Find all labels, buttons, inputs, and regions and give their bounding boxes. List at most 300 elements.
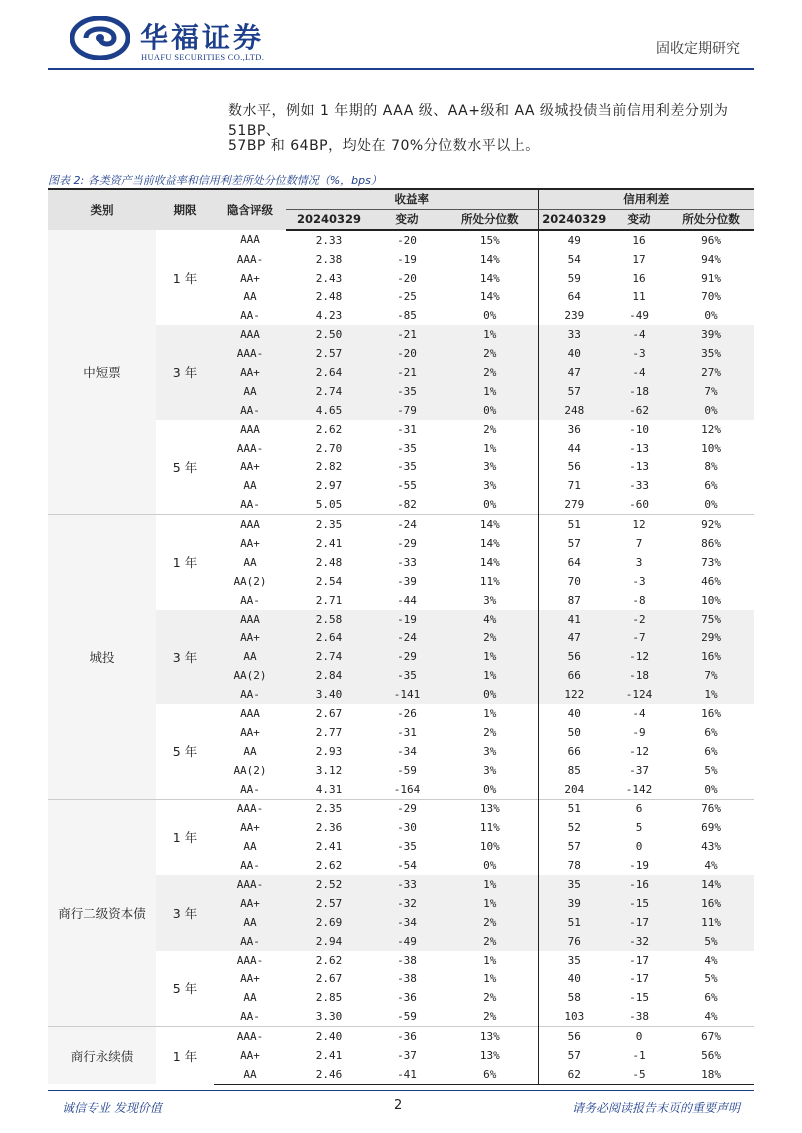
yield-pct-cell: 14% bbox=[442, 269, 538, 288]
yield-change-cell: -31 bbox=[372, 723, 442, 742]
yield-pct-cell: 1% bbox=[442, 647, 538, 666]
yield-pct-cell: 1% bbox=[442, 704, 538, 723]
rating-cell: AAA- bbox=[214, 951, 286, 970]
yield-change-cell: -31 bbox=[372, 420, 442, 439]
yield-pct-cell: 2% bbox=[442, 628, 538, 647]
yield-change-cell: -38 bbox=[372, 951, 442, 970]
brand-name: 华福证券 bbox=[140, 21, 265, 54]
yield-cell: 2.62 bbox=[286, 951, 372, 970]
spread-cell: 41 bbox=[538, 610, 610, 629]
spread-cell: 35 bbox=[538, 951, 610, 970]
spread-cell: 71 bbox=[538, 476, 610, 495]
body-paragraph-line-2: 57BP 和 64BP，均处在 70%分位数水平以上。 bbox=[228, 138, 540, 154]
spread-pct-cell: 6% bbox=[668, 723, 754, 742]
table-row bbox=[48, 515, 754, 534]
yield-change-cell: -19 bbox=[372, 610, 442, 629]
yield-cell: 2.41 bbox=[286, 1046, 372, 1065]
spread-cell: 51 bbox=[538, 799, 610, 818]
spread-change-cell: -16 bbox=[610, 875, 668, 894]
spread-change-cell: -10 bbox=[610, 420, 668, 439]
brand-name-en: HUAFU SECURITIES CO.,LTD. bbox=[141, 52, 265, 62]
yield-pct-cell: 4% bbox=[442, 610, 538, 629]
yield-pct-cell: 2% bbox=[442, 344, 538, 363]
yield-change-cell: -25 bbox=[372, 287, 442, 306]
header-spread-pct: 所处分位数 bbox=[668, 209, 754, 229]
spread-change-cell: -4 bbox=[610, 704, 668, 723]
spread-cell: 47 bbox=[538, 628, 610, 647]
spread-change-cell: -38 bbox=[610, 1007, 668, 1026]
spread-change-cell: 0 bbox=[610, 1027, 668, 1046]
rating-cell: AA+ bbox=[214, 970, 286, 989]
yield-change-cell: -54 bbox=[372, 856, 442, 875]
spread-change-cell: -3 bbox=[610, 572, 668, 591]
spread-change-cell: -4 bbox=[610, 363, 668, 382]
spread-change-cell: 3 bbox=[610, 553, 668, 572]
yield-change-cell: -36 bbox=[372, 988, 442, 1007]
spread-pct-cell: 18% bbox=[668, 1065, 754, 1084]
spread-cell: 239 bbox=[538, 306, 610, 325]
rating-cell: AA bbox=[214, 553, 286, 572]
rating-cell: AAA- bbox=[214, 439, 286, 458]
page-header bbox=[0, 0, 802, 72]
spread-change-cell: -37 bbox=[610, 761, 668, 780]
rating-cell: AA- bbox=[214, 306, 286, 325]
table-row bbox=[48, 799, 754, 818]
yield-pct-cell: 3% bbox=[442, 476, 538, 495]
spread-pct-cell: 96% bbox=[668, 230, 754, 250]
rating-cell: AA+ bbox=[214, 1046, 286, 1065]
spread-pct-cell: 0% bbox=[668, 306, 754, 325]
yield-pct-cell: 3% bbox=[442, 591, 538, 610]
spread-pct-cell: 10% bbox=[668, 591, 754, 610]
spread-cell: 66 bbox=[538, 666, 610, 685]
term-cell: 1 年 bbox=[156, 1027, 214, 1085]
term-cell: 1 年 bbox=[156, 515, 214, 610]
yield-pct-cell: 3% bbox=[442, 457, 538, 476]
spread-change-cell: -19 bbox=[610, 856, 668, 875]
spread-cell: 103 bbox=[538, 1007, 610, 1026]
table-caption: 图表 2: 各类资产当前收益率和信用利差所处分位数情况（%，bps） bbox=[48, 174, 382, 187]
yield-cell: 3.30 bbox=[286, 1007, 372, 1026]
spread-cell: 49 bbox=[538, 230, 610, 250]
spread-change-cell: 0 bbox=[610, 837, 668, 856]
spread-change-cell: -62 bbox=[610, 401, 668, 420]
spread-change-cell: -60 bbox=[610, 495, 668, 514]
footer-divider bbox=[48, 1090, 754, 1091]
yield-change-cell: -41 bbox=[372, 1065, 442, 1084]
yield-cell: 2.62 bbox=[286, 856, 372, 875]
table-body bbox=[48, 230, 754, 1085]
yield-pct-cell: 2% bbox=[442, 363, 538, 382]
rating-cell: AA+ bbox=[214, 363, 286, 382]
table-row bbox=[48, 1027, 754, 1046]
rating-cell: AA- bbox=[214, 780, 286, 799]
spread-pct-cell: 76% bbox=[668, 799, 754, 818]
yield-change-cell: -44 bbox=[372, 591, 442, 610]
yield-pct-cell: 2% bbox=[442, 913, 538, 932]
spread-cell: 56 bbox=[538, 1027, 610, 1046]
spread-cell: 35 bbox=[538, 875, 610, 894]
yield-change-cell: -33 bbox=[372, 553, 442, 572]
spread-pct-cell: 29% bbox=[668, 628, 754, 647]
spread-cell: 56 bbox=[538, 457, 610, 476]
yield-cell: 2.41 bbox=[286, 837, 372, 856]
header-spread-date: 20240329 bbox=[538, 209, 610, 229]
rating-cell: AAA bbox=[214, 420, 286, 439]
spread-change-cell: -2 bbox=[610, 610, 668, 629]
yield-pct-cell: 0% bbox=[442, 780, 538, 799]
yield-cell: 2.84 bbox=[286, 666, 372, 685]
rating-cell: AAA bbox=[214, 704, 286, 723]
rating-cell: AA(2) bbox=[214, 666, 286, 685]
yield-pct-cell: 2% bbox=[442, 723, 538, 742]
spread-change-cell: 16 bbox=[610, 230, 668, 250]
spread-pct-cell: 16% bbox=[668, 704, 754, 723]
yield-cell: 2.48 bbox=[286, 553, 372, 572]
yield-pct-cell: 3% bbox=[442, 742, 538, 761]
yield-pct-cell: 1% bbox=[442, 439, 538, 458]
term-cell: 5 年 bbox=[156, 951, 214, 1027]
yield-change-cell: -29 bbox=[372, 799, 442, 818]
yield-pct-cell: 1% bbox=[442, 875, 538, 894]
yield-cell: 2.48 bbox=[286, 287, 372, 306]
spread-change-cell: -32 bbox=[610, 932, 668, 951]
yield-pct-cell: 2% bbox=[442, 932, 538, 951]
yield-pct-cell: 3% bbox=[442, 761, 538, 780]
spread-pct-cell: 43% bbox=[668, 837, 754, 856]
spread-change-cell: 5 bbox=[610, 818, 668, 837]
yield-pct-cell: 15% bbox=[442, 230, 538, 250]
yield-cell: 2.54 bbox=[286, 572, 372, 591]
yield-change-cell: -29 bbox=[372, 647, 442, 666]
yield-pct-cell: 13% bbox=[442, 799, 538, 818]
spread-cell: 248 bbox=[538, 401, 610, 420]
yield-cell: 2.77 bbox=[286, 723, 372, 742]
spread-change-cell: -8 bbox=[610, 591, 668, 610]
spread-change-cell: -18 bbox=[610, 666, 668, 685]
yield-pct-cell: 1% bbox=[442, 894, 538, 913]
spread-pct-cell: 92% bbox=[668, 515, 754, 534]
spread-cell: 52 bbox=[538, 818, 610, 837]
rating-cell: AA+ bbox=[214, 894, 286, 913]
spread-cell: 33 bbox=[538, 325, 610, 344]
yield-spread-table bbox=[48, 188, 754, 1085]
yield-change-cell: -35 bbox=[372, 457, 442, 476]
yield-change-cell: -38 bbox=[372, 970, 442, 989]
spread-pct-cell: 7% bbox=[668, 666, 754, 685]
spread-change-cell: -142 bbox=[610, 780, 668, 799]
rating-cell: AA bbox=[214, 382, 286, 401]
footer-slogan: 诚信专业 发现价值 bbox=[62, 1101, 162, 1115]
category-cell: 城投 bbox=[48, 515, 156, 799]
spread-change-cell: -17 bbox=[610, 913, 668, 932]
spread-change-cell: 7 bbox=[610, 534, 668, 553]
spread-change-cell: -3 bbox=[610, 344, 668, 363]
spread-cell: 64 bbox=[538, 553, 610, 572]
rating-cell: AA(2) bbox=[214, 572, 286, 591]
spread-pct-cell: 11% bbox=[668, 913, 754, 932]
yield-pct-cell: 1% bbox=[442, 951, 538, 970]
spread-pct-cell: 67% bbox=[668, 1027, 754, 1046]
spread-cell: 85 bbox=[538, 761, 610, 780]
spread-change-cell: 11 bbox=[610, 287, 668, 306]
huafu-logo-icon bbox=[70, 16, 130, 60]
yield-change-cell: -79 bbox=[372, 401, 442, 420]
rating-cell: AA+ bbox=[214, 723, 286, 742]
spread-change-cell: -12 bbox=[610, 742, 668, 761]
rating-cell: AAA- bbox=[214, 799, 286, 818]
spread-cell: 57 bbox=[538, 382, 610, 401]
yield-cell: 2.93 bbox=[286, 742, 372, 761]
yield-change-cell: -59 bbox=[372, 761, 442, 780]
spread-cell: 50 bbox=[538, 723, 610, 742]
rating-cell: AA- bbox=[214, 932, 286, 951]
yield-cell: 4.23 bbox=[286, 306, 372, 325]
spread-pct-cell: 5% bbox=[668, 932, 754, 951]
spread-cell: 44 bbox=[538, 439, 610, 458]
spread-change-cell: 16 bbox=[610, 269, 668, 288]
spread-change-cell: -49 bbox=[610, 306, 668, 325]
rating-cell: AA+ bbox=[214, 534, 286, 553]
spread-change-cell: -18 bbox=[610, 382, 668, 401]
spread-pct-cell: 39% bbox=[668, 325, 754, 344]
spread-change-cell: -15 bbox=[610, 988, 668, 1007]
category-cell: 中短票 bbox=[48, 230, 156, 515]
header-yield-change: 变动 bbox=[372, 209, 442, 229]
yield-pct-cell: 13% bbox=[442, 1027, 538, 1046]
spread-change-cell: 17 bbox=[610, 250, 668, 269]
rating-cell: AA(2) bbox=[214, 761, 286, 780]
spread-change-cell: -17 bbox=[610, 951, 668, 970]
yield-cell: 2.50 bbox=[286, 325, 372, 344]
rating-cell: AAA bbox=[214, 325, 286, 344]
yield-cell: 3.40 bbox=[286, 685, 372, 704]
yield-cell: 2.52 bbox=[286, 875, 372, 894]
yield-pct-cell: 11% bbox=[442, 572, 538, 591]
rating-cell: AA+ bbox=[214, 269, 286, 288]
spread-pct-cell: 35% bbox=[668, 344, 754, 363]
yield-change-cell: -29 bbox=[372, 534, 442, 553]
rating-cell: AA- bbox=[214, 495, 286, 514]
rating-cell: AAA bbox=[214, 610, 286, 629]
yield-pct-cell: 14% bbox=[442, 515, 538, 534]
spread-cell: 122 bbox=[538, 685, 610, 704]
spread-pct-cell: 1% bbox=[668, 685, 754, 704]
header-yield-date: 20240329 bbox=[286, 209, 372, 229]
yield-cell: 2.70 bbox=[286, 439, 372, 458]
rating-cell: AAA- bbox=[214, 250, 286, 269]
rating-cell: AA+ bbox=[214, 628, 286, 647]
yield-change-cell: -33 bbox=[372, 875, 442, 894]
spread-cell: 40 bbox=[538, 704, 610, 723]
term-cell: 3 年 bbox=[156, 875, 214, 951]
category-cell: 商行永续债 bbox=[48, 1027, 156, 1085]
yield-change-cell: -85 bbox=[372, 306, 442, 325]
yield-change-cell: -24 bbox=[372, 628, 442, 647]
yield-change-cell: -35 bbox=[372, 382, 442, 401]
term-cell: 3 年 bbox=[156, 610, 214, 704]
yield-cell: 2.36 bbox=[286, 818, 372, 837]
spread-pct-cell: 73% bbox=[668, 553, 754, 572]
yield-cell: 2.85 bbox=[286, 988, 372, 1007]
page-number: 2 bbox=[394, 1098, 403, 1113]
rating-cell: AAA- bbox=[214, 1027, 286, 1046]
header-spread-change: 变动 bbox=[610, 209, 668, 229]
spread-cell: 59 bbox=[538, 269, 610, 288]
spread-pct-cell: 7% bbox=[668, 382, 754, 401]
header-divider bbox=[48, 68, 754, 70]
rating-cell: AA bbox=[214, 647, 286, 666]
spread-cell: 78 bbox=[538, 856, 610, 875]
spread-cell: 87 bbox=[538, 591, 610, 610]
yield-change-cell: -35 bbox=[372, 439, 442, 458]
spread-cell: 40 bbox=[538, 344, 610, 363]
yield-cell: 2.67 bbox=[286, 704, 372, 723]
yield-pct-cell: 2% bbox=[442, 1007, 538, 1026]
yield-cell: 2.82 bbox=[286, 457, 372, 476]
spread-cell: 57 bbox=[538, 1046, 610, 1065]
yield-cell: 4.65 bbox=[286, 401, 372, 420]
yield-change-cell: -19 bbox=[372, 250, 442, 269]
spread-cell: 47 bbox=[538, 363, 610, 382]
yield-cell: 2.69 bbox=[286, 913, 372, 932]
yield-change-cell: -35 bbox=[372, 666, 442, 685]
yield-cell: 2.71 bbox=[286, 591, 372, 610]
rating-cell: AAA- bbox=[214, 344, 286, 363]
yield-change-cell: -55 bbox=[372, 476, 442, 495]
yield-cell: 2.74 bbox=[286, 382, 372, 401]
yield-change-cell: -20 bbox=[372, 269, 442, 288]
yield-pct-cell: 2% bbox=[442, 988, 538, 1007]
spread-change-cell: -33 bbox=[610, 476, 668, 495]
yield-pct-cell: 1% bbox=[442, 666, 538, 685]
yield-change-cell: -49 bbox=[372, 932, 442, 951]
yield-cell: 2.40 bbox=[286, 1027, 372, 1046]
spread-pct-cell: 10% bbox=[668, 439, 754, 458]
spread-change-cell: -7 bbox=[610, 628, 668, 647]
yield-change-cell: -21 bbox=[372, 325, 442, 344]
rating-cell: AA bbox=[214, 1065, 286, 1084]
spread-pct-cell: 16% bbox=[668, 647, 754, 666]
term-cell: 1 年 bbox=[156, 230, 214, 325]
yield-cell: 2.64 bbox=[286, 628, 372, 647]
spread-change-cell: -1 bbox=[610, 1046, 668, 1065]
spread-cell: 56 bbox=[538, 647, 610, 666]
rating-cell: AA- bbox=[214, 856, 286, 875]
yield-pct-cell: 11% bbox=[442, 818, 538, 837]
yield-change-cell: -36 bbox=[372, 1027, 442, 1046]
document-type: 固收定期研究 bbox=[656, 41, 740, 57]
spread-pct-cell: 8% bbox=[668, 457, 754, 476]
yield-pct-cell: 14% bbox=[442, 553, 538, 572]
yield-pct-cell: 14% bbox=[442, 287, 538, 306]
yield-change-cell: -20 bbox=[372, 344, 442, 363]
yield-pct-cell: 14% bbox=[442, 534, 538, 553]
yield-cell: 3.12 bbox=[286, 761, 372, 780]
spread-change-cell: -5 bbox=[610, 1065, 668, 1084]
footer-disclaimer: 请务必阅读报告末页的重要声明 bbox=[571, 1101, 740, 1115]
yield-pct-cell: 1% bbox=[442, 382, 538, 401]
rating-cell: AA+ bbox=[214, 457, 286, 476]
yield-change-cell: -30 bbox=[372, 818, 442, 837]
yield-change-cell: -141 bbox=[372, 685, 442, 704]
rating-cell: AAA bbox=[214, 230, 286, 250]
yield-cell: 2.46 bbox=[286, 1065, 372, 1084]
yield-change-cell: -24 bbox=[372, 515, 442, 534]
header-rating: 隐含评级 bbox=[214, 189, 286, 230]
yield-pct-cell: 1% bbox=[442, 325, 538, 344]
spread-pct-cell: 5% bbox=[668, 970, 754, 989]
yield-cell: 2.58 bbox=[286, 610, 372, 629]
yield-cell: 2.74 bbox=[286, 647, 372, 666]
spread-pct-cell: 75% bbox=[668, 610, 754, 629]
rating-cell: AA bbox=[214, 476, 286, 495]
spread-pct-cell: 27% bbox=[668, 363, 754, 382]
spread-pct-cell: 56% bbox=[668, 1046, 754, 1065]
header-yield-group: 收益率 bbox=[286, 189, 538, 209]
yield-pct-cell: 6% bbox=[442, 1065, 538, 1084]
header-term: 期限 bbox=[156, 189, 214, 230]
spread-cell: 58 bbox=[538, 988, 610, 1007]
yield-pct-cell: 1% bbox=[442, 970, 538, 989]
rating-cell: AA- bbox=[214, 685, 286, 704]
yield-cell: 5.05 bbox=[286, 495, 372, 514]
yield-cell: 2.67 bbox=[286, 970, 372, 989]
body-paragraph-line-1: 数水平，例如 1 年期的 AAA 级、AA+级和 AA 级城投债当前信用利差分别为 51BP、 bbox=[228, 103, 729, 139]
spread-pct-cell: 91% bbox=[668, 269, 754, 288]
spread-pct-cell: 5% bbox=[668, 761, 754, 780]
yield-change-cell: -20 bbox=[372, 230, 442, 250]
yield-cell: 2.38 bbox=[286, 250, 372, 269]
spread-pct-cell: 86% bbox=[668, 534, 754, 553]
yield-cell: 2.41 bbox=[286, 534, 372, 553]
yield-pct-cell: 0% bbox=[442, 306, 538, 325]
yield-cell: 2.62 bbox=[286, 420, 372, 439]
yield-pct-cell: 2% bbox=[442, 420, 538, 439]
category-cell: 商行二级资本债 bbox=[48, 799, 156, 1027]
rating-cell: AA bbox=[214, 742, 286, 761]
yield-cell: 2.35 bbox=[286, 799, 372, 818]
yield-pct-cell: 10% bbox=[442, 837, 538, 856]
spread-change-cell: -13 bbox=[610, 457, 668, 476]
yield-pct-cell: 0% bbox=[442, 495, 538, 514]
spread-change-cell: 12 bbox=[610, 515, 668, 534]
spread-cell: 204 bbox=[538, 780, 610, 799]
yield-pct-cell: 14% bbox=[442, 250, 538, 269]
header-category: 类别 bbox=[48, 189, 156, 230]
spread-change-cell: -4 bbox=[610, 325, 668, 344]
spread-pct-cell: 6% bbox=[668, 476, 754, 495]
spread-pct-cell: 69% bbox=[668, 818, 754, 837]
spread-change-cell: -12 bbox=[610, 647, 668, 666]
yield-pct-cell: 0% bbox=[442, 685, 538, 704]
yield-cell: 2.33 bbox=[286, 230, 372, 250]
spread-cell: 51 bbox=[538, 913, 610, 932]
spread-cell: 40 bbox=[538, 970, 610, 989]
term-cell: 1 年 bbox=[156, 799, 214, 875]
term-cell: 5 年 bbox=[156, 420, 214, 515]
spread-pct-cell: 12% bbox=[668, 420, 754, 439]
spread-pct-cell: 46% bbox=[668, 572, 754, 591]
spread-pct-cell: 4% bbox=[668, 951, 754, 970]
rating-cell: AAA- bbox=[214, 875, 286, 894]
rating-cell: AAA bbox=[214, 515, 286, 534]
spread-change-cell: -124 bbox=[610, 685, 668, 704]
spread-cell: 76 bbox=[538, 932, 610, 951]
spread-cell: 70 bbox=[538, 572, 610, 591]
yield-cell: 4.31 bbox=[286, 780, 372, 799]
spread-cell: 51 bbox=[538, 515, 610, 534]
